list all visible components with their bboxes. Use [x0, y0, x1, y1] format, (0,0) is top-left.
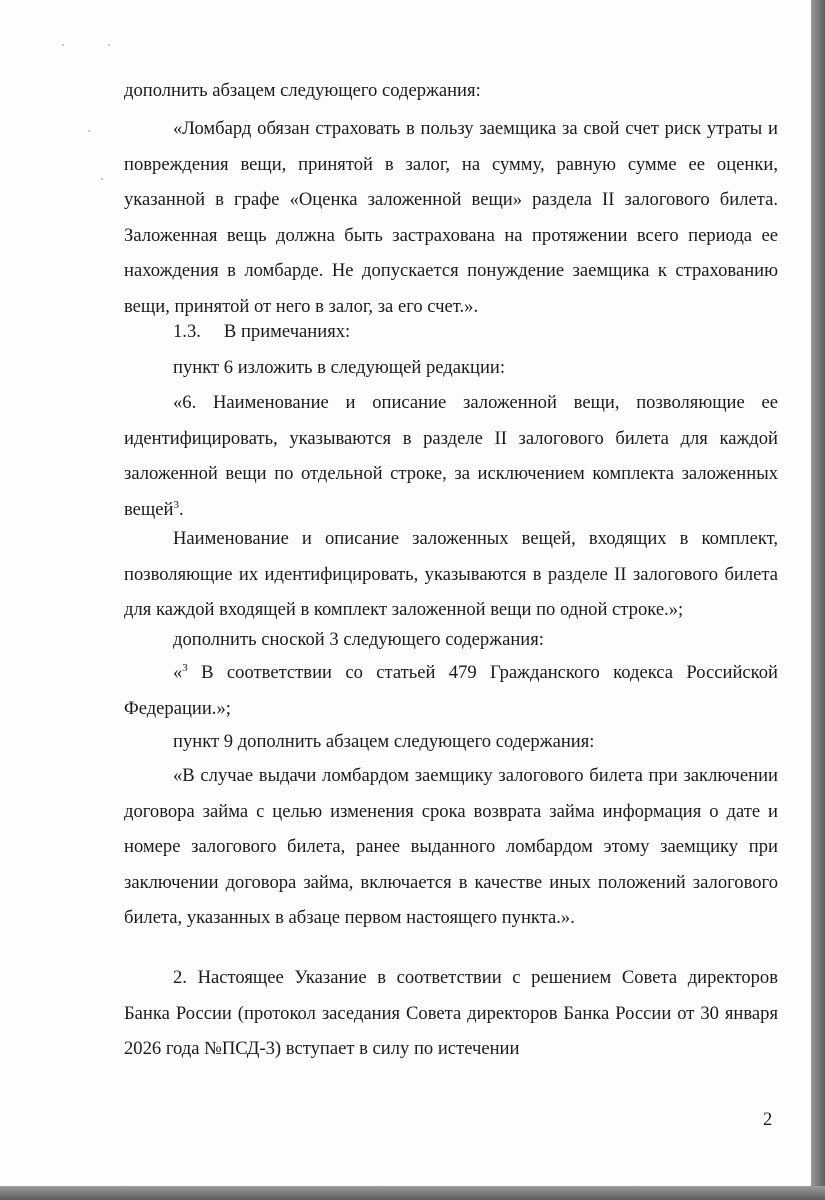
- point-6-text: «6. Наименование и описание заложенной вещи, позволяющие ее идентифицировать, указываются в разделе II залогового билета для каждой заложенной вещи по отдельной строке, за исключением комплекта заложенных вещей: [124, 392, 778, 520]
- intro-line: дополнить абзацем следующего содержания:: [124, 80, 481, 101]
- footnote-text: В соответствии со статьей 479 Гражданского кодекса Российской Федерации.»;: [124, 662, 778, 719]
- page-edge-shadow: [0, 1186, 825, 1200]
- footnote-mark: 3: [182, 662, 188, 674]
- footnote-add-line: дополнить сноской 3 следующего содержания:: [173, 629, 544, 650]
- effective-date-paragraph: 2. Настоящее Указание в соответствии с решением Совета директоров Банка России (протокол заседания Совета директоров Банка России от 30 января 2026 года №ПСД-3) вступает в силу по истечении: [124, 967, 778, 1060]
- page-number: 2: [763, 1109, 773, 1130]
- item-1-3: [173, 314, 350, 350]
- scan-speck: [88, 130, 90, 132]
- scan-speck: [101, 178, 103, 180]
- insurance-paragraph: «Ломбард обязан страховать в пользу заемщика за свой счет риск утраты и повреждения вещи, принятой в залог, на сумму, равную сумме ее оценки, указанной в графе «Оценка заложенной вещи» раздела II залогового билета. Заложенная вещь должна быть застрахована на протяжении всего периода ее нахождения в ломбарде. Не допускается понуждение заемщика к страхованию вещи, принятой от него в залог, за его счет.».: [124, 118, 778, 317]
- item-title: В примечаниях:: [223, 321, 351, 342]
- footnote-mark: 3: [173, 498, 179, 511]
- point-9-paragraph: «В случае выдачи ломбардом заемщику залогового билета при заключении договора займа с целью изменения срока возврата займа информация о дате и номере залогового билета, ранее выданного ломбардом этому заемщику при заключении договора займа, включается в качестве иных положений залогового билета, указанных в абзаце первом настоящего пункта.».: [124, 765, 778, 929]
- point-6-line: пункт 6 изложить в следующей редакции:: [173, 357, 506, 378]
- point-6-end: .: [178, 498, 184, 520]
- page-edge-shadow: [811, 0, 825, 1200]
- item-number: 1.3.: [173, 321, 201, 342]
- scan-speck: [62, 44, 64, 46]
- scan-speck: [108, 44, 110, 46]
- footnote-paragraph: [124, 655, 778, 726]
- point-6-paragraph: [124, 385, 778, 527]
- set-paragraph: Наименование и описание заложенных вещей, входящих в комплект, позволяющие их идентифицировать, указываются в разделе II залогового билета для каждой входящей в комплект заложенной вещи по одной строке.»;: [124, 528, 778, 621]
- footnote-open-quote: «: [173, 662, 183, 683]
- point-9-line: пункт 9 дополнить абзацем следующего содержания:: [173, 731, 595, 752]
